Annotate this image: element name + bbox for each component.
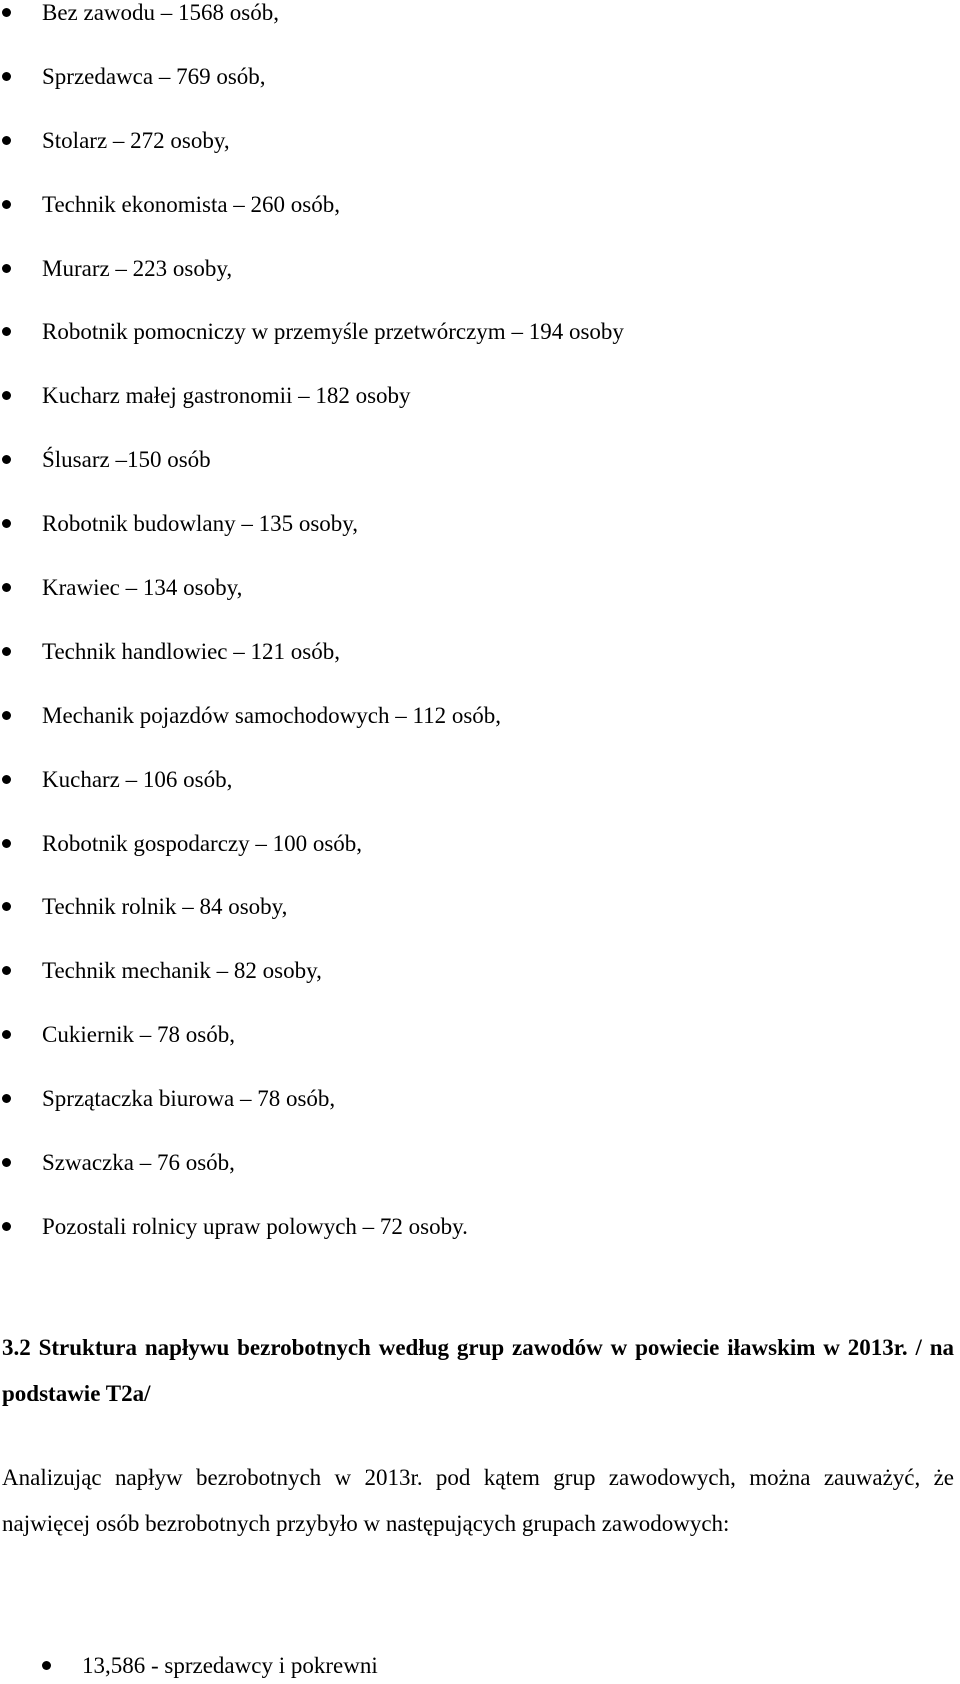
- bullet-icon: [2, 711, 11, 720]
- section-paragraph: Analizując napływ bezrobotnych w 2013r. pod kątem grup zawodowych, można zauważyć, że najwięcej osób bezrobotnych przybyło w następujących grupach zawodowych:: [2, 1465, 954, 1536]
- list-item: [0, 958, 960, 1022]
- bullet-icon: [2, 8, 11, 17]
- bullet-icon: [2, 455, 11, 464]
- bullet-icon: [2, 327, 11, 336]
- list-item: [0, 1022, 960, 1086]
- list-item-text: Sprzedawca – 769 osób,: [42, 63, 266, 89]
- list-item-text: Bez zawodu – 1568 osób,: [42, 0, 279, 25]
- list-item-text: Kucharz małej gastronomii – 182 osoby: [42, 383, 411, 409]
- list-item-text: Technik mechanik – 82 osoby,: [42, 958, 322, 984]
- bullet-icon: [2, 391, 11, 400]
- list-item-text: Robotnik budowlany – 135 osoby,: [42, 511, 359, 537]
- list-item: [0, 128, 960, 192]
- list-item: [0, 703, 960, 767]
- bullet-icon: [2, 1030, 11, 1039]
- list-item-text: Sprzątaczka biurowa – 78 osób,: [42, 1086, 336, 1112]
- list-item-text: Technik ekonomista – 260 osób,: [42, 191, 340, 217]
- list-item-text: Krawiec – 134 osoby,: [42, 575, 243, 601]
- list-item-text: Stolarz – 272 osoby,: [42, 127, 230, 153]
- bullet-icon: [2, 1158, 11, 1167]
- bullet-icon: [2, 647, 11, 656]
- list-item: [0, 1086, 960, 1150]
- list-item: [0, 64, 960, 128]
- bullet-icon: [2, 583, 11, 592]
- list-item: [0, 1653, 960, 1683]
- list-item-text: Cukiernik – 78 osób,: [42, 1022, 235, 1048]
- list-item-text: Robotnik pomocniczy w przemyśle przetwórczym – 194 osoby: [42, 319, 624, 345]
- list-item: [0, 192, 960, 256]
- list-item: [0, 0, 960, 64]
- list-item: [0, 575, 960, 639]
- list-item: [0, 383, 960, 447]
- list-item-text: Pozostali rolnicy upraw polowych – 72 osoby.: [42, 1213, 468, 1239]
- list-item: [0, 831, 960, 895]
- bullet-icon: [2, 1222, 11, 1231]
- list-item-text: Kucharz – 106 osób,: [42, 766, 233, 792]
- list-item-text: 13,586 - sprzedawcy i pokrewni: [82, 1653, 378, 1678]
- list-item: [0, 256, 960, 320]
- bullet-icon: [2, 72, 11, 81]
- occupation-group-list: [0, 1653, 960, 1683]
- list-item: [0, 319, 960, 383]
- list-item-text: Robotnik gospodarczy – 100 osób,: [42, 830, 363, 856]
- list-item-text: Szwaczka – 76 osób,: [42, 1150, 235, 1176]
- bullet-icon: [2, 966, 11, 975]
- bullet-icon: [2, 519, 11, 528]
- bullet-icon: [2, 775, 11, 784]
- list-item-text: Mechanik pojazdów samochodowych – 112 osób,: [42, 702, 502, 728]
- bullet-icon: [42, 1661, 51, 1670]
- bullet-icon: [2, 200, 11, 209]
- list-item: [0, 1214, 960, 1278]
- bullet-icon: [2, 902, 11, 911]
- list-item-text: Ślusarz –150 osób: [42, 447, 211, 473]
- list-item: [0, 894, 960, 958]
- section-heading: 3.2 Struktura napływu bezrobotnych według grup zawodów w powiecie iławskim w 2013r. / na podstawie T2a/: [2, 1335, 954, 1406]
- list-item: [0, 511, 960, 575]
- bullet-icon: [2, 264, 11, 273]
- list-item: [0, 447, 960, 511]
- bullet-icon: [2, 839, 11, 848]
- list-item: [0, 767, 960, 831]
- list-item-text: Technik handlowiec – 121 osób,: [42, 638, 340, 664]
- list-item-text: Technik rolnik – 84 osoby,: [42, 894, 288, 920]
- list-item: [0, 1150, 960, 1214]
- list-item-text: Murarz – 223 osoby,: [42, 255, 233, 281]
- list-item: [0, 639, 960, 703]
- bullet-icon: [2, 1094, 11, 1103]
- bullet-icon: [2, 136, 11, 145]
